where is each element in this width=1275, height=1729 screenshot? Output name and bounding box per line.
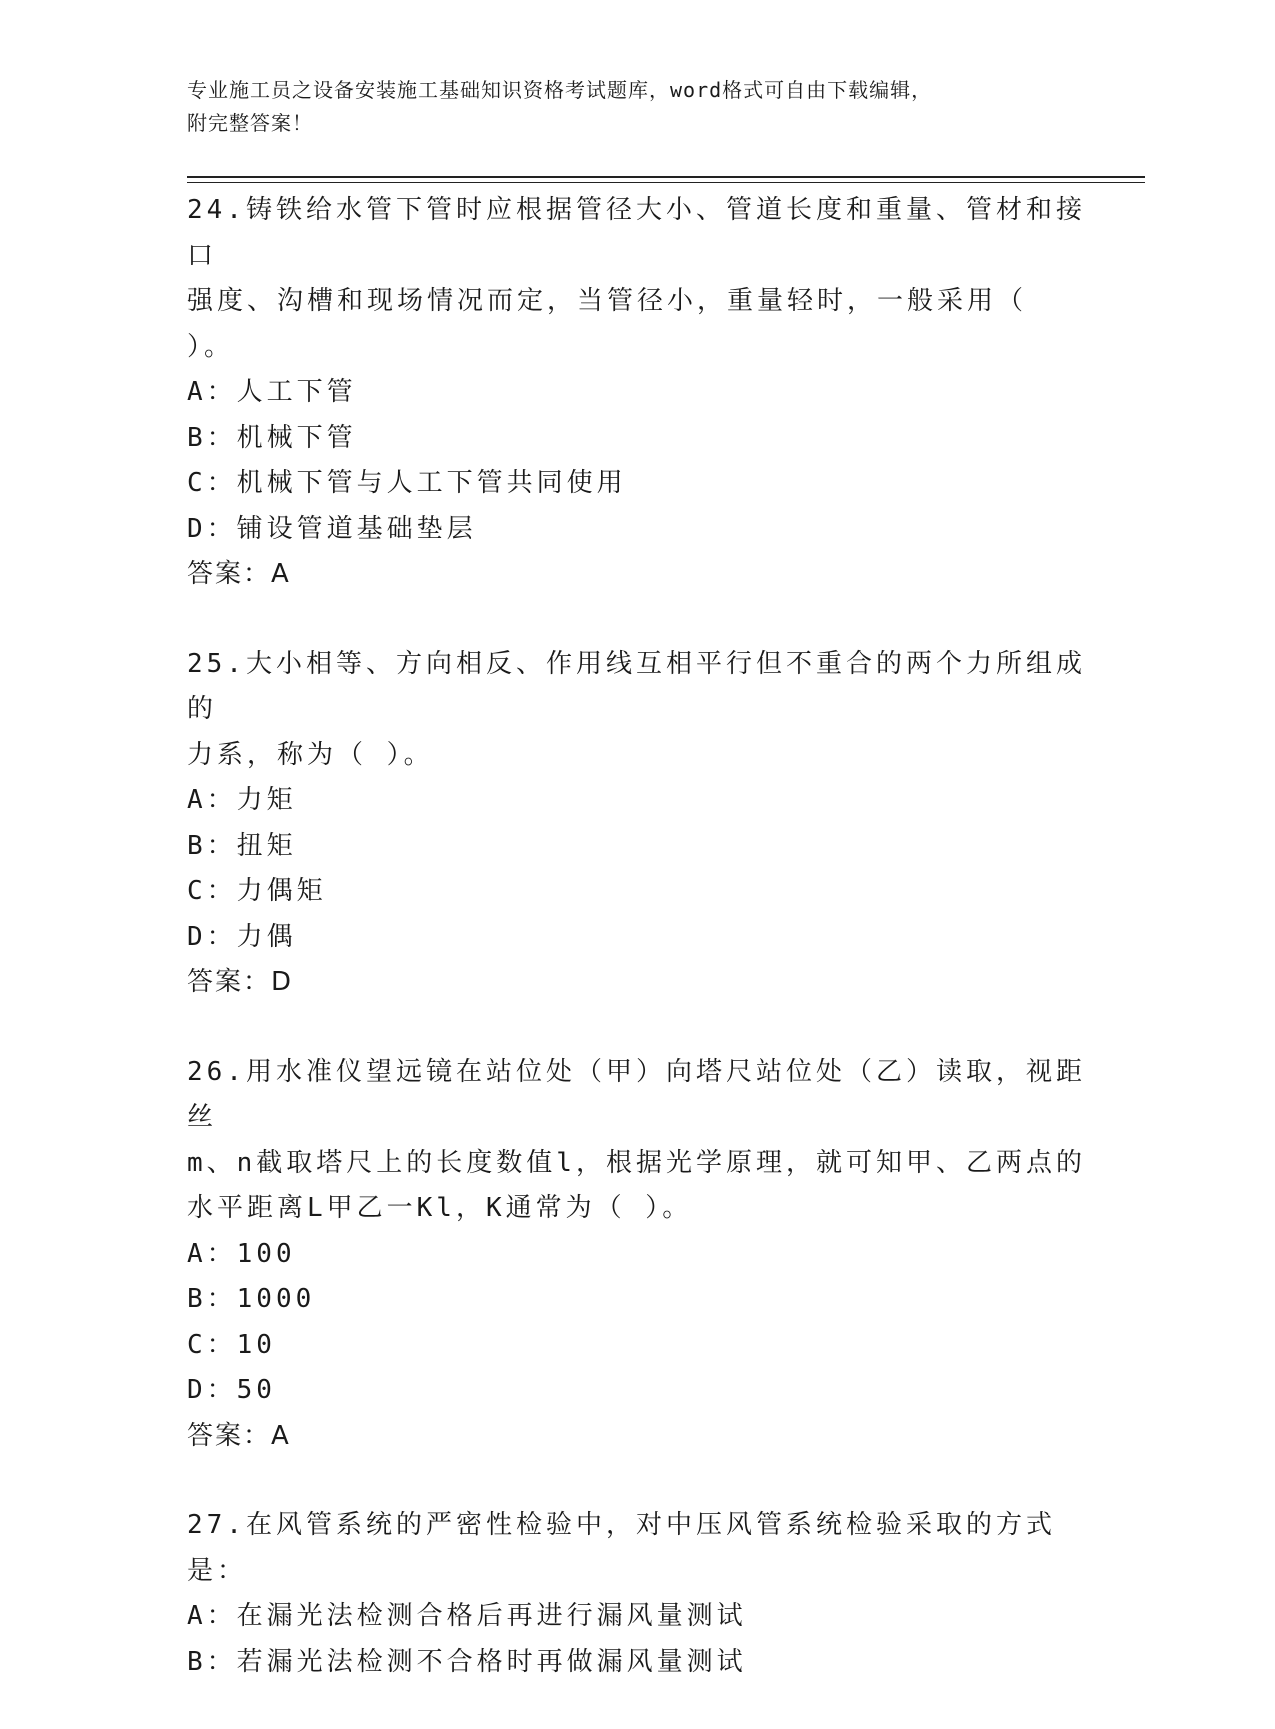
header-divider-thin [187, 182, 1145, 183]
option-d: D：力偶 [187, 921, 297, 952]
answer-label: 答案：D [187, 967, 294, 997]
option-a: A：力矩 [187, 785, 297, 815]
option-d: D：铺设管道基础垫层 [187, 513, 477, 544]
option-b: B：机械下管 [187, 422, 357, 453]
question-text-line: 25.大小相等、方向相反、作用线互相平行但不重合的两个力所组成的 [187, 648, 1086, 724]
option-b: B：若漏光法检测不合格时再做漏风量测试 [187, 1646, 747, 1677]
answer-label: 答案：A [187, 1420, 291, 1451]
option-a: A：人工下管 [187, 377, 357, 407]
option-c: C：力偶矩 [187, 876, 327, 906]
question-list [187, 188, 1087, 1729]
option-c: C：机械下管与人工下管共同使用 [187, 468, 627, 498]
question-27 [187, 1503, 1087, 1685]
option-b: B：1000 [187, 1284, 316, 1314]
option-d: D：50 [187, 1375, 276, 1405]
question-text-line: m、n截取塔尺上的长度数值l，根据光学原理，就可知甲、乙两点的 [187, 1147, 1086, 1178]
answer-label: 答案：A [187, 559, 291, 589]
question-text-line: 27.在风管系统的严密性检验中，对中压风管系统检验采取的方式是： [187, 1510, 1056, 1586]
option-c: C：10 [187, 1329, 276, 1360]
header-line-1: 专业施工员之设备安装施工基础知识资格考试题库，word格式可自由下载编辑， [187, 78, 933, 102]
question-text-line: 力系，称为（ ）。 [187, 739, 434, 770]
option-a: A：100 [187, 1238, 296, 1269]
question-24 [187, 188, 1087, 598]
question-25 [187, 642, 1087, 1006]
option-b: B：扭矩 [187, 830, 297, 861]
header-divider-thick [187, 176, 1145, 178]
option-a: A：在漏光法检测合格后再进行漏风量测试 [187, 1601, 747, 1631]
question-text-line: 水平距离L甲乙一Kl，K通常为（ ）。 [187, 1193, 693, 1223]
header-line-2: 附完整答案！ [187, 111, 313, 135]
document-header [187, 74, 1067, 140]
question-text-line: 强度、沟槽和现场情况而定，当管径小，重量轻时，一般采用（ ）。 [187, 286, 1047, 362]
question-text-line: 24.铸铁给水管下管时应根据管径大小、管道长度和重量、管材和接口 [187, 195, 1086, 271]
question-26 [187, 1050, 1087, 1460]
question-text-line: 26.用水准仪望远镜在站位处（甲）向塔尺站位处（乙）读取，视距丝 [187, 1056, 1086, 1132]
